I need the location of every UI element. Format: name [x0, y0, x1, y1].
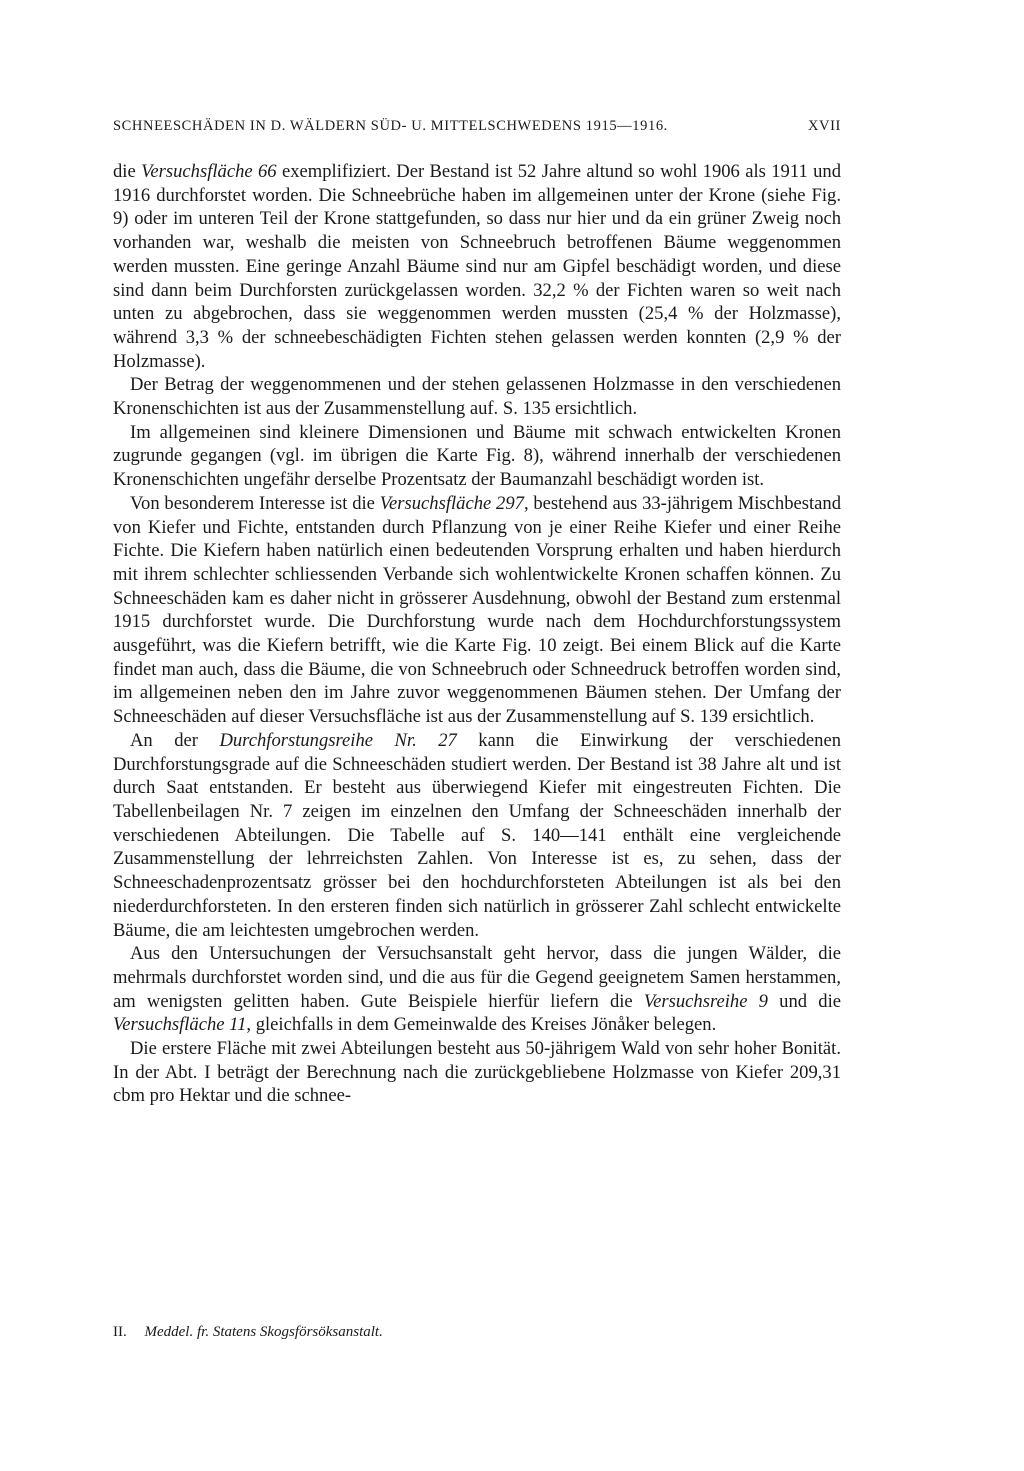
paragraph [113, 942, 841, 1037]
journal-name: Meddel. fr. Statens Skogsförsöksanstalt. [144, 1324, 383, 1340]
paragraph [113, 160, 841, 373]
italic-reference: Versuchsfläche 11 [113, 1014, 247, 1036]
italic-reference: Versuchsfläche 297 [379, 492, 524, 514]
text-run: , bestehend aus 33-jährigem Mischbestand von Kiefer und Fichte, entstanden durch Pflanzung von je einer Reihe Kiefer und einer Reihe Fichte. Die Kiefern haben natürlich einen bedeutenden Vorsprung erhalten und haben hierdurch mit ihrem schlechter schliessenden Verbande sich wohlentwickelte Kronen schaffen können. Zu Schneeschäden kam es daher nicht in grösserer Ausdehnung, obwohl der Bestand zum erstenmal 1915 durchforstet wurde. Die Durchforstung wurde nach dem Hochdurchforstungssystem ausgeführt, was die Kiefern betrifft, wie die Karte Fig. 10 zeigt. Bei einem Blick auf die Karte findet man auch, dass die Bäume, die von Schneebruch oder Schneedruck betroffen worden sind, im allgemeinen neben den im Jahre zuvor weggenommenen Bäumen stehen. Der Umfang der Schneeschäden auf dieser Versuchsfläche ist aus der Zusammenstellung auf S. 139 ersichtlich. [113, 492, 842, 728]
italic-reference: Versuchsreihe 9 [643, 990, 768, 1012]
text-run: An der [130, 729, 220, 751]
page-number: XVII [807, 118, 841, 134]
text-run: und die [767, 990, 841, 1012]
text-run: exemplifiziert. Der Bestand ist 52 Jahre altund so wohl 1906 als 1911 und 1916 durchforstet worden. Die Schneebrüche haben im allgemeinen unter der Krone (siehe Fig. 9) oder im unteren Teil der Krone stattgefunden, so dass nur hier und da ein grüner Zweig noch vorhanden war, weshalb die meisten von Schneebruch betroffenen Bäume weggenommen werden mussten. Eine geringe Anzahl Bäume sind nur am Gipfel beschädigt worden, und diese sind dann beim Durchforsten zurückgelassen worden. 32,2 % der Fichten waren so weit nach unten zu abgebrochen, dass sie weggenommen werden mussten (25,4 % der Holzmasse), während 3,3 % der schneebeschädigten Fichten stehen gelassen werden konnten (2,9 % der Holzmasse). [113, 161, 842, 372]
text-run: Von besonderem Interesse ist die [130, 492, 380, 514]
page-footer [113, 1324, 383, 1341]
italic-reference: Versuchsfläche 66 [141, 161, 277, 182]
text-run: Aus den Untersuchungen der Versuchsanstalt geht hervor, dass die jungen Wälder, die mehrmals durchforstet worden sind, und die aus für die Gegend geeignetem Samen herstammen, am wenigsten gelitten haben. Gute Beispiele hierfür liefern die [113, 943, 841, 1012]
text-run: die [113, 161, 142, 182]
paragraph [113, 492, 841, 729]
paragraph [113, 373, 841, 420]
paragraph [113, 421, 841, 492]
running-header [113, 118, 841, 135]
text-run: Der Betrag der weggenommenen und der stehen gelassenen Holzmasse in den verschiedenen Kronenschichten ist aus der Zusammenstellung auf. S. 135 ersichtlich. [113, 374, 841, 420]
text-run: Im allgemeinen sind kleinere Dimensionen und Bäume mit schwach entwickelten Kronen zugrunde gegangen (vgl. im übrigen die Karte Fig. 8), während innerhalb der verschiedenen Kronenschichten ungefähr derselbe Prozentsatz der Baumanzahl beschädigt worden ist. [113, 421, 841, 491]
body-text [113, 160, 841, 1108]
signature-mark: II. [113, 1324, 127, 1340]
running-title: SCHNEESCHÄDEN IN D. WÄLDERN SÜD- U. MITTELSCHWEDENS 1915—1916. [113, 118, 668, 134]
paragraph [113, 729, 841, 942]
text-run: kann die Einwirkung der verschiedenen Durchforstungsgrade auf die Schneeschäden studiert werden. Der Bestand ist 38 Jahre alt und ist durch Saat entstanden. Er besteht aus überwiegend Kiefer mit eingestreuten Fichten. Die Tabellenbeilagen Nr. 7 zeigen im einzelnen den Umfang der Schneeschäden innerhalb der verschiedenen Abteilungen. Die Tabelle auf S. 140—141 enthält eine vergleichende Zusammenstellung der lehrreichsten Zahlen. Von Interesse ist es, zu sehen, dass der Schneeschadenprozentsatz grösser bei den hochdurchforsteten Abteilungen ist als bei den niederdurchforsteten. In den ersteren finden sich natürlich in grösserer Zahl schlecht entwickelte Bäume, die am leichtesten umgebrochen werden. [113, 729, 841, 941]
text-run: , gleichfalls in dem Gemeinwalde des Kreises Jönåker belegen. [246, 1014, 717, 1036]
text-run: Die erstere Fläche mit zwei Abteilungen besteht aus 50-jährigem Wald von sehr hoher Bonität. In der Abt. I beträgt der Berechnung nach die zurückgebliebene Holzmasse von Kiefer 209,31 cbm pro Hektar und die schnee- [113, 1038, 841, 1107]
italic-reference: Durchforstungsreihe Nr. 27 [219, 729, 457, 751]
paragraph [113, 1037, 841, 1108]
